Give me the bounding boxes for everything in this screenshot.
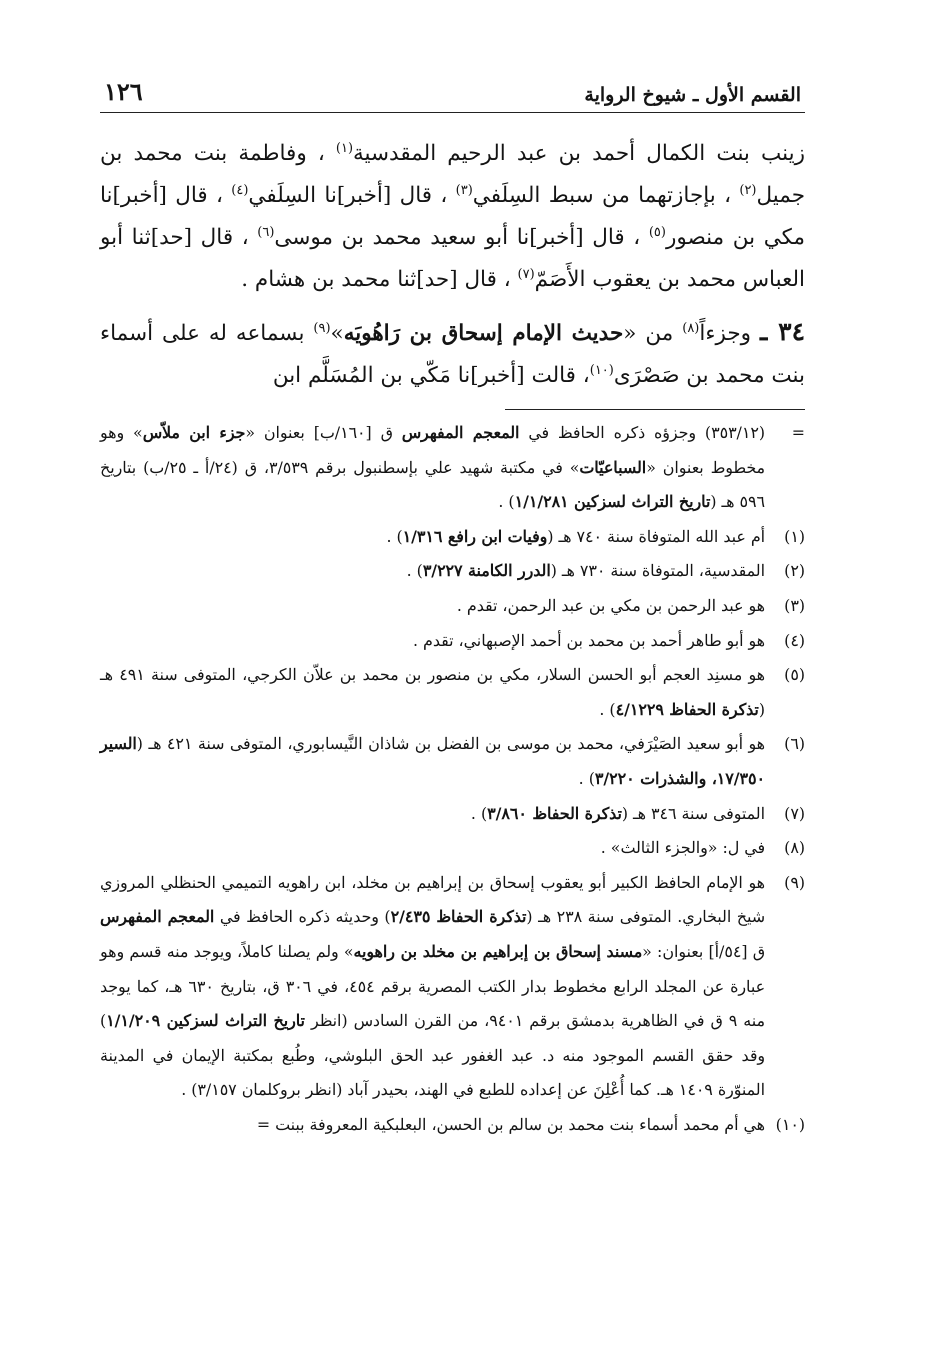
bold-run: وفيات ابن رافع ١/٣١٦ <box>402 526 548 546</box>
page-header <box>100 60 805 113</box>
footnote-label: (٩) <box>784 872 805 892</box>
text-run: » ولم يصلنا كاملاً، ويوجد منه قسم وهو عبارة عن المجلد الرابع مخطوط بدار الكتب المصرية برقم ٤٥٤، في ٣٠٦ ق، بتاريخ ٦٣٠ هـ، كما يوجد منه ٩ ق في الظاهرية بدمشق برقم ٩٤٠١، من القرن السادس (انظر <box>100 941 766 1031</box>
text-run: ، قال [حد]ثنا محمد بن هشام . <box>241 267 518 292</box>
text-run: أم عبد الله المتوفاة سنة ٧٤٠ هـ ( <box>547 526 765 546</box>
footnote-text: هو أبو طاهر أحمد بن محمد بن أحمد الإصبهاني، تقدم . <box>413 630 765 650</box>
text-run: ق [١٦٠/ب] بعنوان « <box>245 423 402 442</box>
text-run: ق [٥٤/أ] بعنوان: « <box>642 941 766 961</box>
footnote-continued <box>100 416 805 520</box>
bold-run: تذكرة الحفاظ ٢/٤٣٥ <box>390 907 527 927</box>
text-run: ) . <box>470 803 488 823</box>
bold-run: السباعيّات <box>579 457 647 477</box>
paragraph-34 <box>100 311 805 397</box>
bold-run: تاريخ التراث لسزكين ١/١/٢٠٩ <box>106 1011 305 1031</box>
footnote-label: (١٠) <box>775 1114 805 1134</box>
footnote-text <box>100 416 765 520</box>
footnote-9 <box>100 866 805 1108</box>
footnote-1 <box>100 520 805 555</box>
footnote-label: (٣) <box>784 595 805 615</box>
footnote-text <box>100 797 765 832</box>
text-run: هو مسنِد العجم أبو الحسن السلار، مكي بن منصور بن محمد بن علاّن الكرجي، المتوفى سنة ٤٩١ هـ ( <box>100 665 765 719</box>
footnote-ref: (٣) <box>455 182 473 198</box>
text-run: » في مكتبة شهيد علي بإسطنبول برقم ٣/٥٣٩، ق (٢٤/أ ـ ٢٥/ب) بتاريخ ٥٩٦ هـ ( <box>100 457 765 512</box>
text-run: المقدسية، المتوفاة سنة ٧٣٠ هـ ( <box>550 561 765 581</box>
text-run: ، بإجازتهما من سبط السِلَفي <box>472 183 740 208</box>
text-run: من « <box>623 321 683 346</box>
footnote-label: (٤) <box>784 630 805 650</box>
footnote-label: (٧) <box>784 803 805 823</box>
footnote-text <box>100 554 765 589</box>
book-title: حديث الإمام إسحاق بن رَاهُويَه <box>343 321 624 346</box>
footnotes <box>100 416 805 1142</box>
text-run: » وهو مخطوط بعنوان « <box>100 423 766 477</box>
text-run: ) . <box>599 699 616 719</box>
entry-number: ٣٤ ـ <box>759 317 805 346</box>
footnote-text <box>100 658 765 727</box>
text-run: زينب بنت الكمال أحمد بن عبد الرحيم المقدسية <box>353 141 806 166</box>
footnote-ref: (٢) <box>739 182 757 198</box>
footnote-10 <box>100 1108 805 1143</box>
text-run: هو أبو سعيد الصَيْرَفي، محمد بن موسى بن الفضل بن شاذان النَّيسابوري، المتوفى سنة ٤٢١ هـ ( <box>136 734 765 754</box>
text-run: (٣٥٣/١٢) وجزؤه ذكره الحافظ في <box>519 423 766 442</box>
footnote-ref: (٥) <box>648 224 666 240</box>
text-run: ، قال [أخبر]نا السِلَفي <box>248 183 456 208</box>
bold-run: المعجم المفهرس <box>100 907 215 927</box>
text-run: ، قال [حد]ثنا أبو العباس محمد بن يعقوب الأَصَمّ <box>100 225 805 292</box>
footnote-7 <box>100 797 805 832</box>
text-run: هو الإمام الحافظ الكبير أبو يعقوب إسحاق بن إبراهيم بن مخلد، ابن راهويه التميمي الحنظلي المروزي شيخ البخاري. المتوفى سنة ٢٣٨ هـ ( <box>100 872 765 927</box>
footnote-ref: (٨) <box>682 320 700 336</box>
footnote-label: = <box>791 423 805 442</box>
text-run: ، وفاطمة بنت محمد بن جميل <box>100 141 805 208</box>
footnote-label: (٢) <box>784 561 805 581</box>
footnote-label: (١) <box>784 526 805 546</box>
footnote-6 <box>100 727 805 796</box>
text-run: ) . <box>386 526 403 546</box>
footnote-label: (٨) <box>784 838 805 858</box>
text-run: ، قال [أخبر]نا أبو سعيد محمد بن موسى <box>274 225 649 250</box>
text-run: المتوفى سنة ٣٤٦ هـ ( <box>621 803 765 823</box>
bold-run: جزء ابن ملاّس <box>142 423 246 442</box>
footnote-text: هو عبد الرحمن بن مكي بن عبد الرحمن، تقدم . <box>456 595 765 615</box>
footnote-2 <box>100 554 805 589</box>
footnote-text <box>100 727 765 796</box>
main-text <box>100 133 805 397</box>
footnote-8 <box>100 831 805 866</box>
text-run: » <box>330 321 344 346</box>
text-run: ) . <box>578 768 595 788</box>
bold-run: تذكرة الحفاظ ٤/١٢٢٩ <box>615 699 759 719</box>
footnote-ref: (٦) <box>257 224 275 240</box>
footnote-5 <box>100 658 805 727</box>
text-run: ) وقد حقق القسم الموجود منه د. عبد الغفور عبد الحق البلوشي، وطُبع بمكتبة الإيمان في المدينة المنوّرة ١٤٠٩ هـ. كما أُعْلِنَ عن إعداده للطبع في الهند، بحيدر آباد (انظر بروكلمان ٣/١٥٧) . <box>100 1011 765 1100</box>
footnote-separator <box>505 409 805 410</box>
running-title: القسم الأول ـ شيوخ الرواية <box>584 84 801 106</box>
text-run: ) . <box>406 561 423 581</box>
bold-run: تاريخ التراث لسزكين ١/١/٢٨١ <box>514 492 711 512</box>
bold-run: تذكرة الحفاظ ٣/٨٦٠ <box>487 803 622 823</box>
footnote-ref: (٧) <box>517 266 535 282</box>
text-run: بسماعه له على أسماء بنت محمد بن صَصْرَى <box>100 321 805 388</box>
footnote-text <box>100 866 765 1108</box>
footnote-4 <box>100 624 805 659</box>
text-run: ) وحديثه ذكره الحافظ في <box>214 907 391 927</box>
text-run: ) . <box>498 492 515 512</box>
page-number: ١٢٦ <box>104 77 143 106</box>
footnote-text: هي أم محمد أسماء بنت محمد بن سالم بن الحسن، البعلبكية المعروفة ببنت = <box>256 1114 765 1134</box>
footnote-label: (٥) <box>784 665 805 685</box>
text-run: ، قال [أخبر]نا مكي بن منصور <box>100 183 806 250</box>
footnote-ref: (١) <box>335 140 354 156</box>
bold-run: مسند إسحاق بن إبراهيم بن مخلد بن راهويه <box>353 941 643 961</box>
text-run: ، قالت [أخبر]نا مَكّي بن المُسَلَّم ابن <box>272 363 590 388</box>
bold-run: السير ١٧/٣٥٠، والشذرات ٣/٢٢٠ <box>100 734 765 788</box>
paragraph-1 <box>100 133 805 301</box>
footnote-3 <box>100 589 805 624</box>
footnote-label: (٦) <box>784 734 805 754</box>
footnote-ref: (١٠) <box>589 362 614 378</box>
book-page <box>100 60 805 1142</box>
footnote-text <box>100 520 765 555</box>
bold-run: المعجم المفهرس <box>401 423 520 442</box>
footnote-ref: (٩) <box>313 320 331 336</box>
footnote-text: في ل: «والجزء الثالث» . <box>600 838 765 858</box>
footnote-ref: (٤) <box>231 182 249 198</box>
bold-run: الدرر الكامنة ٣/٢٢٧ <box>422 561 551 581</box>
text-run: وجزءاً <box>699 321 760 346</box>
